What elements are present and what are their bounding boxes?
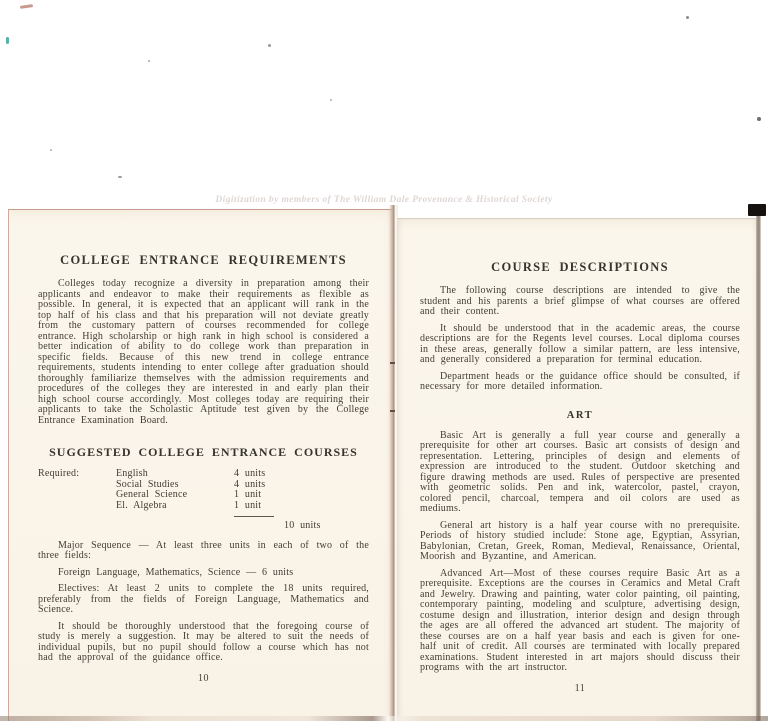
scan-speck xyxy=(118,176,122,178)
page-number-right: 11 xyxy=(574,682,586,694)
units-total: 10 units xyxy=(284,520,321,531)
closing-paragraph: It should be thoroughly understood that the foregoing course of study is merely a suggestion. It may be altered to suit the needs of individual pupils, but no pupil should follow a course which has not had the approval of the guidance office. xyxy=(38,620,369,663)
digitization-watermark: Digitization by members of The William Dale Provenance & Historical Society xyxy=(215,195,553,205)
page-edge-right xyxy=(756,214,761,721)
course-units: 4 units xyxy=(234,468,266,479)
course-name: English xyxy=(116,468,148,479)
scan-speck xyxy=(6,37,9,44)
major-sequence-paragraph: Major Sequence — At least three units in each of two of the three fields: xyxy=(38,539,369,561)
course-name: El. Algebra xyxy=(116,499,167,511)
page-left xyxy=(8,209,393,721)
page-number-left: 10 xyxy=(198,672,209,684)
art-paragraph: Basic Art is generally a full year course and generally a prerequisite for other art courses. Basic art consists of design and representation. Lettering, principles of design and elements of expression are introduced to the student. Outdoor sketching and figure drawing methods are used. Rules of perspective are presented with geometric solids. Pen and ink, watercolor, pastel, crayon, colored pencil, charcoal, tempera and oil colors are used as mediums. xyxy=(420,429,740,514)
fields-line: Foreign Language, Mathematics, Science — 6 units xyxy=(58,566,294,578)
course-name: Social Studies xyxy=(116,478,179,490)
course-units: 1 unit xyxy=(234,499,262,511)
scan-corner-shadow xyxy=(748,204,766,216)
scan-speck xyxy=(148,60,150,62)
required-courses-table xyxy=(38,469,369,511)
scan-speck xyxy=(268,44,271,47)
page-right xyxy=(397,218,757,721)
course-name: General Science xyxy=(116,489,188,500)
course-units: 1 unit xyxy=(234,489,262,500)
course-descriptions-paragraph: It should be understood that in the academic areas, the course descriptions are for the Regents level courses. Local diploma courses in these areas, generally follow a similar pattern, are less intensive, and generally considered a preparation for terminal education. xyxy=(420,322,740,365)
required-course-column xyxy=(116,469,234,511)
course-units: 4 units xyxy=(234,478,266,490)
book-gutter xyxy=(389,205,398,721)
course-descriptions-paragraph: The following course descriptions are intended to give the student and his parents a brief glimpse of what courses are offered and their content. xyxy=(420,285,740,317)
required-label: Required: xyxy=(38,468,80,479)
course-descriptions-paragraph: Department heads or the guidance office should be consulted, if necessary for more detailed information. xyxy=(420,370,740,392)
left-page-title: COLLEGE ENTRANCE REQUIREMENTS xyxy=(60,253,347,267)
art-section-heading: ART xyxy=(566,409,594,421)
scan-speck xyxy=(757,117,761,121)
scan-speck xyxy=(50,149,52,151)
gutter-mark xyxy=(390,410,395,412)
art-paragraph: General art history is a half year course with no prerequisite. Periods of history studied include: Stone age, Egyptian, Assyrian, Babylonian, Cretan, Greek, Roman, Medieval, Renaissance, Oriental, Moorish and Byzantine, and American. xyxy=(420,519,740,562)
scan-speck xyxy=(686,16,689,19)
left-intro-paragraph: Colleges today recognize a diversity in preparation among their applicants and endeavor to make their requirements as flexible as possible. In general, it is expected that an applicant will rank in the top half of his class and that his preparation will not deviate greatly from the customary pattern of courses recommended for college entrance. High scholarship or high rank in high school is considered a better indication of ability to do college work than preparation in specific fields. Because of this new trend in college entrance requirements, students intending to enter college after graduation should thoroughly familiarize themselves with the admission requirements and procedures of the colleges they are interested in and early plan their high school course accordingly. Most colleges today are requiring their applicants to take the Scholastic Aptitude test given by the College Entrance Examination Board. xyxy=(38,278,369,426)
right-page-title: COURSE DESCRIPTIONS xyxy=(491,260,669,274)
electives-paragraph: Electives: At least 2 units to complete the 18 units required, preferably from the fields of Foreign Language, Mathematics and Science. xyxy=(38,583,369,615)
left-section-title: SUGGESTED COLLEGE ENTRANCE COURSES xyxy=(49,445,358,459)
art-paragraph: Advanced Art—Most of these courses require Basic Art as a prerequisite. Exceptions are the courses in Ceramics and Metal Craft and Jewelry. Drawing and painting, water color painting, oil painting, contemporary painting, modeling and sculpture, advertising design, costume design and illustration, interior design and design through the ages are all offered the advanced art student. The majority of these courses are on a half year basis and each is given for one-half unit of credit. All courses are terminated with locally prepared examinations. Student interested in art majors should discuss their programs with the art instructor. xyxy=(420,567,740,673)
gutter-mark xyxy=(390,362,395,364)
scan-speck xyxy=(330,99,332,101)
page-edge-bottom xyxy=(0,716,768,721)
required-units-column xyxy=(234,469,369,511)
units-sum-rule xyxy=(234,516,274,517)
scan-speck xyxy=(20,4,33,9)
